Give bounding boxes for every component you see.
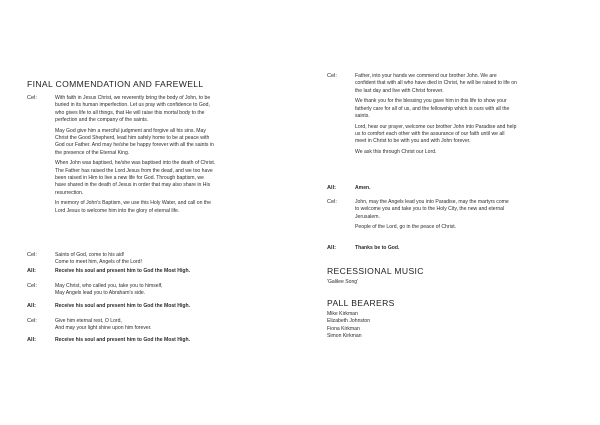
text-line: Give him eternal rest, O Lord, <box>55 318 122 324</box>
text-line: the presence of the Eternal King. <box>55 149 130 156</box>
text-line: God our Father. And may he/she be happy forever with all the saints in <box>55 142 214 149</box>
speaker-label: All: <box>327 185 337 191</box>
text-line: perfection and the company of the saints. <box>55 116 149 123</box>
block-text <box>355 185 589 192</box>
block-text <box>55 318 289 333</box>
text-line: to welcome you and take you to the Holy City, the new and eternal <box>355 206 505 213</box>
pall-bearer-name: Mike Kirkman <box>327 311 358 317</box>
block-text <box>55 252 289 267</box>
recessional-song-title: 'Galilee Song' <box>327 279 359 285</box>
text-line: May Angels lead you to Abraham's side. <box>55 290 146 297</box>
pall-bearer-name: Fiona Kirkman <box>327 325 360 332</box>
block-text <box>55 303 289 310</box>
block-text <box>355 73 589 156</box>
text-line: buried in its human imperfection. Let us pray with confidence to God, <box>55 102 210 109</box>
speaker-label: All: <box>327 245 337 251</box>
text-line: May God give him a merciful judgment and forgive all his sins. May <box>55 127 206 134</box>
block-text <box>55 95 289 215</box>
text-line: When John was baptised, he/she was baptised into the death of Christ. <box>55 160 216 167</box>
paragraph <box>55 95 289 124</box>
text-line: John, may the Angels lead you into Paradise, may the martyrs come <box>355 199 509 205</box>
text-line: meet in Christ to be with you and with John forever. <box>355 138 471 145</box>
speaker-label: Cel: <box>27 318 37 324</box>
speaker-label: Cel: <box>327 73 337 79</box>
pall-bearer-name: Elizabeth Johnston <box>327 318 371 325</box>
text-line: Lord Jesus to welcome him into the glory of eternal life. <box>55 207 180 214</box>
speaker-label: All: <box>27 303 37 309</box>
text-line: Father, into your hands we commend our brother John. We are <box>355 73 497 79</box>
block-text <box>355 199 589 232</box>
text-line: have shared in the death of Jesus in order that may also share in His <box>55 182 211 189</box>
block-text <box>355 245 589 252</box>
block-text <box>55 283 289 298</box>
text-line: May Christ, who called you, take you to himself, <box>55 283 163 289</box>
section-heading-pall-bearers: PALL BEARERS <box>327 298 395 308</box>
paragraph <box>355 98 589 120</box>
text-line: Lord, hear our prayer, welcome our brother John into Paradise and help <box>355 123 517 130</box>
text-line: People of the Lord, go in the peace of Christ. <box>355 224 457 231</box>
paragraph <box>55 128 289 157</box>
block-text <box>55 268 289 275</box>
text-line: Receive his soul and present him to God the Most High. <box>55 303 191 309</box>
text-line: fatherly care for all of us, and the fellowship which is ours with all the <box>355 105 510 112</box>
text-line: Thanks be to God. <box>355 245 400 251</box>
paragraph <box>355 73 589 95</box>
text-line: confident that with all who have died in Christ, he will be raised to life on <box>355 80 517 87</box>
text-line: us to comfort each other with the assurance of our faith until we all <box>355 131 505 138</box>
text-line: The Father has raised the Lord Jesus from the dead, and we too have <box>55 167 213 174</box>
speaker-label: Cel: <box>27 95 37 101</box>
text-line: We ask this through Christ our Lord. <box>355 149 437 156</box>
text-line: And may your light shine upon him forever. <box>55 325 152 332</box>
speaker-label: Cel: <box>27 252 37 258</box>
speaker-label: All: <box>27 268 37 274</box>
text-line: In memory of John's Baptism, we use this Holy Water, and call on the <box>55 200 211 207</box>
block-text <box>55 337 289 344</box>
speaker-label: Cel: <box>327 199 337 205</box>
paragraph <box>355 149 589 156</box>
text-line: Jerusalem. <box>355 213 380 220</box>
text-line: Receive his soul and present him to God the Most High. <box>55 268 191 274</box>
text-line: resurrection. <box>55 189 84 196</box>
text-line: the last day and live with Christ forever. <box>355 87 444 94</box>
section-heading-final-commendation: FINAL COMMENDATION AND FAREWELL <box>27 79 204 89</box>
paragraph <box>355 199 589 221</box>
paragraph <box>55 160 289 196</box>
section-heading-recessional-music: RECESSIONAL MUSIC <box>327 266 424 276</box>
speaker-label: Cel: <box>27 283 37 289</box>
paragraph <box>355 224 589 231</box>
text-line: who gives life to all things, that He will raise this mortal body to the <box>55 109 205 116</box>
text-line: Receive his soul and present him to God the Most High. <box>55 337 191 343</box>
paragraph <box>355 124 589 146</box>
text-line: With faith in Jesus Christ, we reverently bring the body of John, to be <box>55 95 211 101</box>
speaker-label: All: <box>27 337 37 343</box>
text-line: Come to meet him, Angels of the Lord! <box>55 259 142 266</box>
text-line: been raised in Him to live a new life for God. Through baptism, we <box>55 174 204 181</box>
paragraph <box>55 200 289 215</box>
pall-bearer-list <box>327 311 370 340</box>
text-line: Amen. <box>355 185 371 191</box>
text-line: Christ the Good Shepherd, lead him safely home to be at peace with <box>55 134 210 141</box>
pall-bearer-name: Simon Kirkman <box>327 332 362 339</box>
text-line: saints. <box>355 112 370 119</box>
text-line: We thank you for the blessing you gave him in this life to show your <box>355 98 507 105</box>
text-line: Saints of God, come to his aid! <box>55 252 125 258</box>
